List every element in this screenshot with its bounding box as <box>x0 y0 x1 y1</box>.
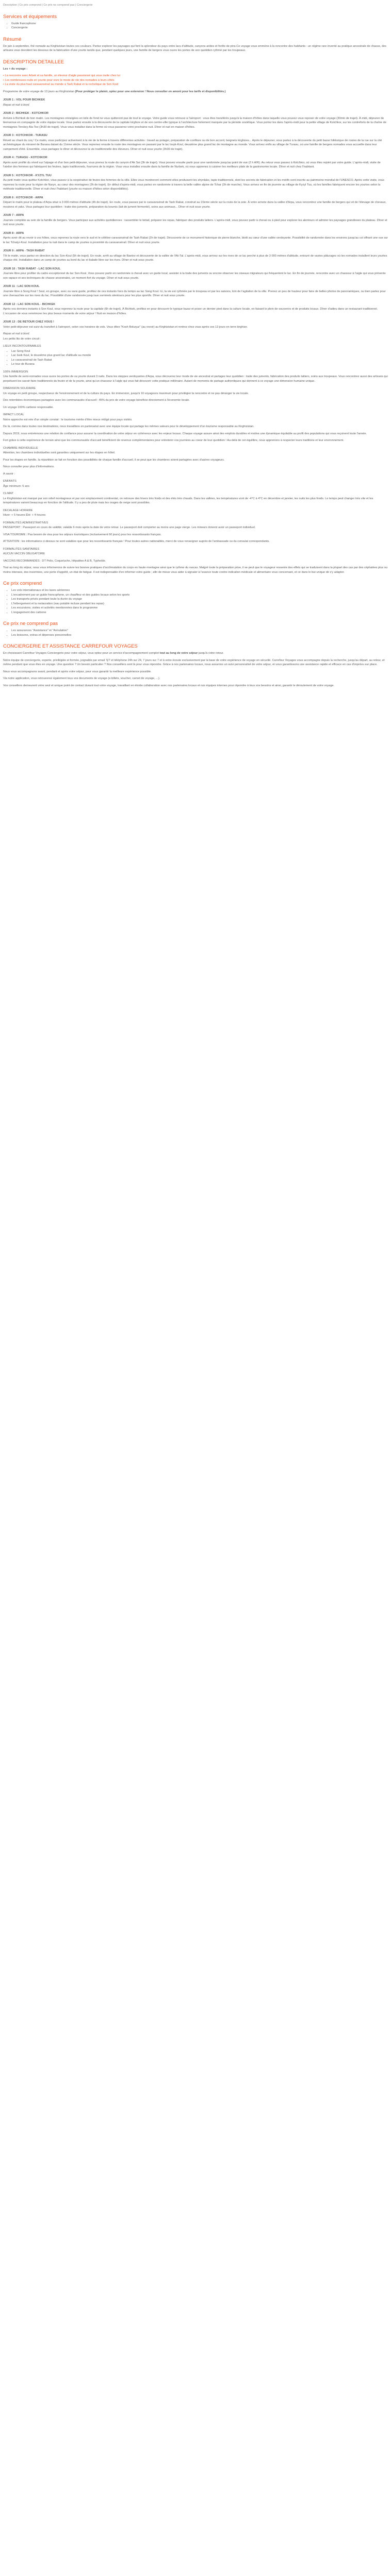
day-text: Après vos derniers instants à Son Koul, vous reprenez la route pour la capitale (6h de trajet). À Bichkek, profitez en pour découvrir le typique bazar et poser un dernier pied dans la culture locale, en faisant le plein de souvenirs et de produits locaux. Dîner d'adieu dans un restaurant traditionnel. L'occasion de vous remémorer les plus beaux moments de votre séjour ! Nuit en maison d'hôtes. <box>3 308 378 315</box>
impact-text: Depuis 2019, nous entretenons une relation de confiance pour assurer la coordination de votre séjour en cohérence avec les enjeux locaux. Chaque voyage assure ainsi des emplois durables et motive une dynamique équitable au profit des populations qui vous reçoivent toute l'année. <box>3 432 367 435</box>
immersion-text: Une famille de semi-nomades vous ouvre les portes de sa yourte durant 3 nuits. Dans les steppes verdoyantes d'Arpa, vous découvrez leur mode de vie ancestral et partagez leur quotidien : traite des juments, fabrication des produits laitiers, soins aux troupeaux. Vous rencontrez aussi des artisans qui perpétuent les savoir-faire traditionnels du feutre et de la yourte, ainsi qu'un chasseur à l'aigle qui vous fait découvrir cette pratique millénaire. Autant de moments de partage authentiques qui donnent à ce voyage une dimension humaine unique. <box>3 375 388 383</box>
dimension-text: Un voyage en petit groupe, respectueux de l'environnement et de la culture du pays. En immersion, jusqu'à 10 voyageurs maximum pour privilégier la rencontre et ne pas déranger la vie locale. <box>3 392 249 395</box>
day-entry <box>3 302 388 316</box>
chambre-text: Nous consulter pour plus d'informations. <box>3 465 55 468</box>
day-title: JOUR 11 : LAC SON KOUL <box>3 285 40 288</box>
resume-text: De juin à septembre, thé nomade au Kirghizistan toutes ces couleurs. Partez explorer les paysages qui font la splendeur du pays entre lacs d'altitude, canyons arides et forêts de pins.Ce voyage vous emmène à la rencontre des habitants : un régime rare inventé au pratique ancestrale de chasse, des artisans vous devoilent les dessous de la fabrication d'une yourte tandis que, pendant quelques jours, une famille de bergers vous ouvre les portes de son quotidien rythmé par les troupeaux. <box>3 44 386 52</box>
sanitaires-text: AUCUN VACCIN OBLIGATOIRE <box>3 552 45 555</box>
list-item: • Le tour de Burana <box>11 362 388 367</box>
day-title: JOUR 6 : KOTCHKOR - ARPA <box>3 196 43 199</box>
page <box>0 0 391 701</box>
services-title: Services et équipements <box>3 13 57 20</box>
prix-comprend-list <box>3 588 388 615</box>
day-text: Après avoir profité du réveil sur l'alpage et d'un bon petit-déjeuner, vous prenez la route du canyon d'Ak Sai (3h de trajet). Vous pouvez ensuite partir pour une randonnée jusqu'au point de vue (2 h A/R). Au retour vous passez à Kotchkor, où vous êtes rejoint par votre guide. L'après-midi, visite de l'atelier des femmes qui fabriquent les feutres, tapis traditionnels, fourrures de la région. Vous vous installez ensuite dans la famille de Nurbek, où vous apprenez à cuisiner les meilleurs plats de la gastronomie locale. Dîner et nuit chez l'habitant. <box>3 161 381 168</box>
day-subtitle: Repas et nuit à bord. <box>3 332 30 335</box>
day-title: JOUR 13 : DE RETOUR CHEZ VOUS ! <box>3 320 54 324</box>
list-item: • Le caravansérail de Tash Rabat <box>11 358 388 363</box>
sanitaires-text: VACCINS RECOMMANDÉS : DT Polio, Coqueluche, Hépatites A & B, Typhoïde. <box>3 559 106 563</box>
program-note: (Pour protéger le plaisir, optez pour une extension ! Nous consulter en amont pour les tarifs et disponibilités.) <box>75 90 226 93</box>
petits-lits-text: Les petits lits de votre circuit : <box>3 337 41 341</box>
highlights-title: Les + du voyage : <box>3 67 28 71</box>
day-title: JOUR 12 : LAC SON KOUL - BICHKEK <box>3 302 56 306</box>
conciergerie-text <box>3 651 388 656</box>
day-entry <box>3 133 388 151</box>
lieux-title: LIEUX INCONTOURNABLES <box>3 345 41 348</box>
day-text: Départ le matin pour le plateau d'Arpa situé à 3 000 mètres d'altitude (4h de trajet). En route, vous passez par le caravansérail de Tash Rabat, construit au 15ème siècle sur la route de la soie. À votre arrivée dans la vallée d'Arpa, vous rencontrez une famille de bergers qui vit de l'élevage de chevaux, moutons et yaks. Vous partagez leur quotidien : traite des juments, préparation du koumis (lait de jument fermenté), soins aux animaux... Dîner et nuit sous yourte. <box>3 201 386 209</box>
day-entry <box>3 284 388 298</box>
program-intro <box>3 90 388 94</box>
list-item: • Les assurances "Assistance" et "Annulation" <box>11 629 388 633</box>
prix-ne-comprend-title: Ce prix ne comprend pas <box>3 621 58 626</box>
dimension-text: Un voyage 100% carbone responsable. <box>3 405 54 409</box>
breadcrumb <box>3 3 388 8</box>
conciergerie-text: Nous vous accompagnons avant, pendant et après votre séjour, pour vous garantir la meilleure expérience possible. <box>3 670 152 673</box>
enfants-title: ENFANTS <box>3 480 17 483</box>
climat-title: CLIMAT <box>3 492 14 495</box>
day-entry <box>3 111 388 129</box>
participants-label: A savoir : <box>3 472 15 476</box>
dimension-text: Des retombées économiques partagées avec les communautés d'accueil : 45% du prix de votre voyage bénéficie directement à l'économie locale. <box>3 399 190 402</box>
list-item: • Guide francophone <box>11 22 388 26</box>
day-entry <box>3 249 388 263</box>
decalage-title: DECALAGE HORAIRE <box>3 509 33 512</box>
day-title: JOUR 10 : TASH RABAT - LAC SON KOUL <box>3 267 61 270</box>
list-item: • Les boissons, extras et dépenses personnelles <box>11 633 388 638</box>
chambre-title: CHAMBRE INDIVIDUELLE <box>3 446 38 450</box>
day-text: Après avoir dit au revoir à vos hôtes, vous reprenez la route vers le sud et le célèbre caravansérail de Tash Rabat (2h de trajet). Découverte de ce monument historique de pierre blanche, blotti au cœur d'une vallée verdoyante. Possibilité de randonnée dans les environs jusqu'au col offrant une vue sur le lac Tchatyr-Koul. Installation pour la nuit dans le camp de yourtes à proximité du caravansérail. Dîner et nuit sous yourte. <box>3 236 388 244</box>
day-list <box>3 98 388 336</box>
conciergerie-text-suffix: jusqu'à votre retour. <box>198 652 224 655</box>
breadcrumb-separator: | <box>17 4 20 7</box>
formalites-text: PASSEPORT : Passeport en cours de validité, valable 6 mois après la date de votre retour. Le passeport doit comporter au moins une page vierge. Les mineurs doivent avoir un passeport individuel. <box>3 526 256 529</box>
breadcrumb-separator: | <box>41 4 44 7</box>
day-title: JOUR 2 : BICHKEK - KOTCHKOR <box>3 112 48 115</box>
list-item: • Lac Song Koul <box>11 349 388 354</box>
conciergerie-title: CONCIERGERIE ET ASSISTANCE CARREFOUR VOYAGES <box>3 643 138 649</box>
impact-title: IMPACT LOCAL <box>3 413 24 416</box>
formalites-text: VISA TOURISME : Pas besoin de visa pour les séjours touristiques (inclusivement 60 jours) pour les ressortissants français. <box>3 533 161 536</box>
dimension-title: DIMENSION SOLIDAIRE <box>3 387 36 390</box>
day-entry <box>3 196 388 210</box>
day-entry <box>3 213 388 227</box>
conciergerie-text-bold: tout au long de votre séjour <box>159 652 198 655</box>
day-text: Journée complète au sein de la famille de bergers. Vous participez aux activités quotidiennes : rassembler le bétail, préparer les repas, fabriquer des produits laitiers. L'après-midi, vous pouvez partir à cheval ou à pied pour explorer les alentours et admirer les paysages grandioses du plateau. Dîner et nuit sous yourte. <box>3 218 387 226</box>
day-entry <box>3 267 388 281</box>
chambre-text: Pour les étapes en famille, la répartition se fait en fonction des possibilités de chaque famille d'accueil, il se peut que les chambres soient partagées avec d'autres voyageurs. <box>3 458 225 462</box>
day-entry <box>3 231 388 245</box>
chambre-text: Attention, les chambres individuelles sont garanties uniquement sur les étapes en hôtel. <box>3 451 116 454</box>
decalage-text: Hiver: + 5 heures Été: + 4 heures <box>3 514 46 517</box>
breadcrumb-link-included[interactable]: Ce prix comprend <box>19 4 41 7</box>
list-item: • Les vols internationaux et les taxes aériennes <box>11 588 388 593</box>
prix-ne-comprend-list <box>3 629 388 637</box>
day-entry <box>3 98 388 107</box>
immersion-title: 100% IMMERSION <box>3 370 28 374</box>
day-title: JOUR 9 : ARPA - TASH RABAT <box>3 249 45 252</box>
enfants-text: Âge minimum: 5 ans <box>3 484 29 488</box>
day-entry <box>3 174 388 192</box>
sanitaires-text: Tout au long du séjour, nous vous informerons de suivre les bonnes pratiques d'acclimatation du corps en haute montagne ainsi que le rythme du rascas. Malgré toute la préparation prise, il se peut que le voyageur ressente des effets qui se traduisent dans la plupart des cas par des céphalées plus ou moins intenses, des insomnies, une perte d'appétit, un état de fatigue. Il est indispensable d'en informer votre guide ; afin de mieux vous aider à signaler à l'avance toute contre-indication médicale et alimentaire vous concernant, et ce dans le but unique de s'y adapter. <box>3 566 388 574</box>
highlights-list <box>3 74 388 87</box>
prix-comprend-title: Ce prix comprend <box>3 581 42 586</box>
highlight-item: • Les nombreuses nuits en yourte pour vivre le mode de vie des nomades à leurs côtés <box>3 78 115 82</box>
list-item: • L'hébergement et la restauration (eau potable incluse pendant les repas) <box>11 602 388 606</box>
breadcrumb-link-not-included[interactable]: Ce prix ne comprend pas <box>43 4 75 7</box>
lieux-list <box>3 349 388 367</box>
list-item: • Les excursions, visites et activités mentionnées dans le programme <box>11 606 388 611</box>
highlight-item: • La rencontre avec Arbek et sa famille, un éleveur d'aigle passionné qui vous invite chez lui <box>3 74 120 77</box>
day-entry <box>3 332 388 336</box>
list-item: • Lac Issik Koul, le deuxième plus grand lac d'altitude au monde <box>11 353 388 358</box>
list-item: • L'encadrement par un guide francophone, un chauffeur et des guides locaux selon les sports <box>11 593 388 598</box>
list-item: • L'engagement des carbone <box>11 611 388 615</box>
conciergerie-text: Notre équipe de conciergerie, experte, privilégiée et formée, joignable par email 7j/7 et téléphone 24h sur 24, 7 jours sur 7 et à votre écoute exclusivement par la base de votre expérience de voyage en sécurité. Carrefour Voyages vous accompagne depuis la recherche, jusqu'au départ, au retour, et même pendant que vous êtes en voyage. Une question ? Un besoin particulier ? Nos conseillers sont là pour vous répondre. Grâce à nos partenaires locaux, nous assurons un suivi personnalisé de votre séjour, et vous garantissons une assistance rapide et efficace en cas d'imprévu sur place. <box>3 658 385 666</box>
formalites-title: FORMALITÉS ADMINISTRATIVES <box>3 521 48 524</box>
breadcrumb-link-description[interactable]: Description <box>3 4 17 7</box>
day-text: Journée libre pour profiter du cadre exceptionnel du lac Son-Koul. Vous pouvez partir en randonnée à cheval avec un guide local, assister à la traite des juments ou encore observer les oiseaux migrateurs qui fréquentent le lac. En fin de journée, rencontre avec un chasseur à l'aigle qui vous présente son rapace et ses techniques de chasse ancestrales, un moment fort du voyage. Dîner et nuit sous yourte. <box>3 272 386 280</box>
breadcrumb-link-conciergerie[interactable]: Conciergerie <box>76 4 93 7</box>
day-title: JOUR 3 : KOTCHKOR - TURASU <box>3 134 47 137</box>
day-text: Au petit matin vous quittez Kotchkor, vous passez à la coopérative de feutre des femmes de la ville. Elles vous montreront comment elles produisent les shyrdaks, tapis traditionnels, dont les secrets de fabrication et les motifs sont inscrits au patrimoine mondial de l'UNESCO. Après cette visite, vous reprenez la route pour la région de Naryn, au cœur des montagnes (3h de trajet). En début d'après-midi, vous partez en randonnée à travers la belle vallée alpine de Tchar (3h de marche). Vous arrivez en fin de journée au village de Kyzyl Tuu, où les familles fabriquent encore les yourtes selon la méthode traditionnelle. Dîner et nuit chez l'habitant (yourte ou maison d'hôtes selon disponibilités). <box>3 179 384 191</box>
day-entry <box>3 156 388 170</box>
impact-text: Notre approche est née d'un simple constat : le tourisme mérite d'être mieux rédigé pour pays visités. <box>3 418 133 421</box>
day-text: Journée libre à Song Koul ! Seul, en groupe, avec ou sans guide, profitez de ces instants hors du temps au lac Song Koul. Ici, la vie est rythmée par le troupeau et par les saisons, loin de l'agitation de la ville. Prenez un peu de hauteur pour faire de belles photos de panoramiques, ou bien partez pour une chevauchée sur les rives du lac. Possibilité d'une randonnée jusqu'aux sommets alentours pour les plus sportifs. Dîner et nuit sous yourte. <box>3 290 386 297</box>
list-item: • Conciergerie <box>11 26 388 30</box>
climat-text: Le Kirghizistan est marqué par son relief montagneux et par son emplacement continental, on retrouve des hivers très froids et des étés très chauds. Dans les vallées, les températures vont de -4°C à 4°C en décembre et janvier, les nuits les plus froids. Le temps peut changer très vite et les températures varient beaucoup en fonction de l'altitude. Il y a peu de pluie mais les orages de neige sont possibles. <box>3 497 373 504</box>
program-intro-text: Programme de votre voyage de 13 jours au Kirghizistan <box>3 90 75 93</box>
day-entry <box>3 320 388 329</box>
formalites-text: ATTENTION : les informations ci-dessus ne sont valables que pour les ressortissants français ! Pour toutes autres nationalités, merci de vous renseigner auprès de l'ambassade ou du consulat correspondants. <box>3 540 270 543</box>
services-list <box>3 22 388 30</box>
conciergerie-text: Via notre application, vous retrouverez également tous vos documents de voyage (e-billets, voucher, carnet de voyage, ...). <box>3 677 160 680</box>
day-title: JOUR 1 : VOL POUR BICHKEK <box>3 98 45 101</box>
sanitaires-title: FORMALITÉS SANITAIRES <box>3 547 40 551</box>
day-text: Arrivée à Bichkek de bon matin. Les montagnes enneigées en toile de fond ne vous quitteront pas de tout le voyage. Votre guide vous retrouve à l'aéroport : vous êtes transférés jusqu'à la maison d'hôtes dans laquelle vous pouvez vous reposer de votre voyage (30min de trajet). À midi, déjeuner de bienvenue en compagnie de votre équipe locale. Vous partez ensuite à la découverte de la capitale kirghize et de son centre-ville typique à l'architecture fortement marquée par la période soviétique. Vous portez les dans l'après-midi pour la petite village de Kotchkor, sur les contreforts de la chaîne de montagnes Terskey Ala-Too (3h30 de trajet). Vous vous installez dans la ferme où vous passerez votre prochaine nuit. Dîner et nuit en maison d'hôtes. <box>3 116 386 129</box>
impact-text: De là, comme dans toutes nos destinations, nous travaillons en partenariat avec une équipe locale qui partage les mêmes valeurs pour le développement d'un tourisme responsable au Kirghizistan. <box>3 425 254 428</box>
highlight-item: • La visite du plus haut caravansérail au monde à Tash Rabat et la rochelique de Son Kool <box>3 83 119 86</box>
day-title: JOUR 4 : TURASU - KOTCHKOR <box>3 156 47 159</box>
breadcrumb-separator: | <box>74 4 77 7</box>
day-title: JOUR 8 : ARPA <box>3 231 24 235</box>
day-subtitle: Repas et nuit à bord. <box>3 103 30 107</box>
detail-title: DESCRIPTION DETAILLEE <box>3 59 64 65</box>
list-item: • Les transports privés pendant toute la durée du voyage <box>11 597 388 602</box>
day-text: Réveil au chant du coq ! Ce matin, vous participez activement à la vie de la ferme à travers différentes activités : travail au potager, préparation de confiture ou de bon accord, beignets kirghizes... Après le déjeuner, vous partez à la découverte du petit bazar folklorique de routes de la rue sur la cité archéologique du minaret de Burana datant du 11ème siècle. Vous reprenez ensuite la route des montagnes en passant par le lac Issyk-Koul, deuxième plus grand lac de montagne au monde. Vous arrivez enfin au village de Turasu, où une famille de bergers nomades vous accueille dans leur campement d'été. Ensemble, vous partagez le dîner et découvrez la vie traditionnelle des éleveurs. Dîner et nuit sous yourte (3h30 de trajet). <box>3 139 382 151</box>
day-title: JOUR 7 : ARPA <box>3 214 24 217</box>
conciergerie-text-prefix: En choisissant Carrefour Voyages Conciergerie pour votre séjour, vous optez pour un service d'accompagnement complet <box>3 652 160 655</box>
conciergerie-text: Vos conseillers demeurent votre seul et unique point de contact durant tout votre voyage, travaillant en étroite collaboration avec nos partenaires locaux et nos équipes internes pour répondre à tous vos besoins et ainsi, garantir le déroulement de votre voyage. <box>3 684 335 687</box>
resume-title: Résumé <box>3 36 22 42</box>
day-text: Tôt le matin, vous partez en direction du lac Son-Koul (5h de trajet). En route, arrêt au village de Baetov et découverte de la vallée de l'Ak-Tal. L'après-midi, vous arrivez sur les rives de ce lac perché à plus de 3 000 mètres d'altitude, entouré de vastes pâturages où les nomades installent leurs yourtes chaque été. Installation dans un camp de yourtes au bord du lac et balade libre sur les rives. Dîner et nuit sous yourte. <box>3 254 387 262</box>
day-title: JOUR 5 : KOTCHKOR - KYZYL TUU <box>3 174 52 177</box>
impact-text: Fort grâce à cette expérience de terrain ainsi que les communautés d'accueil bénéficient de revenus complémentaires pour entretenir vos journées au coeur de leur quotidien ! Au-delà de cet équilibre, nous apprenons à respecter leurs traditions et leur environnement. <box>3 439 344 442</box>
day-text: Votre petit-déjeuner est suivi du transfert à l'aéroport, selon vos horaires de vols. Vous dites "Kosh Boluŋuz" (au revoir) au Kirghizistan et rentrez chez vous après ces 13 jours en terre kirghize. <box>3 325 248 329</box>
